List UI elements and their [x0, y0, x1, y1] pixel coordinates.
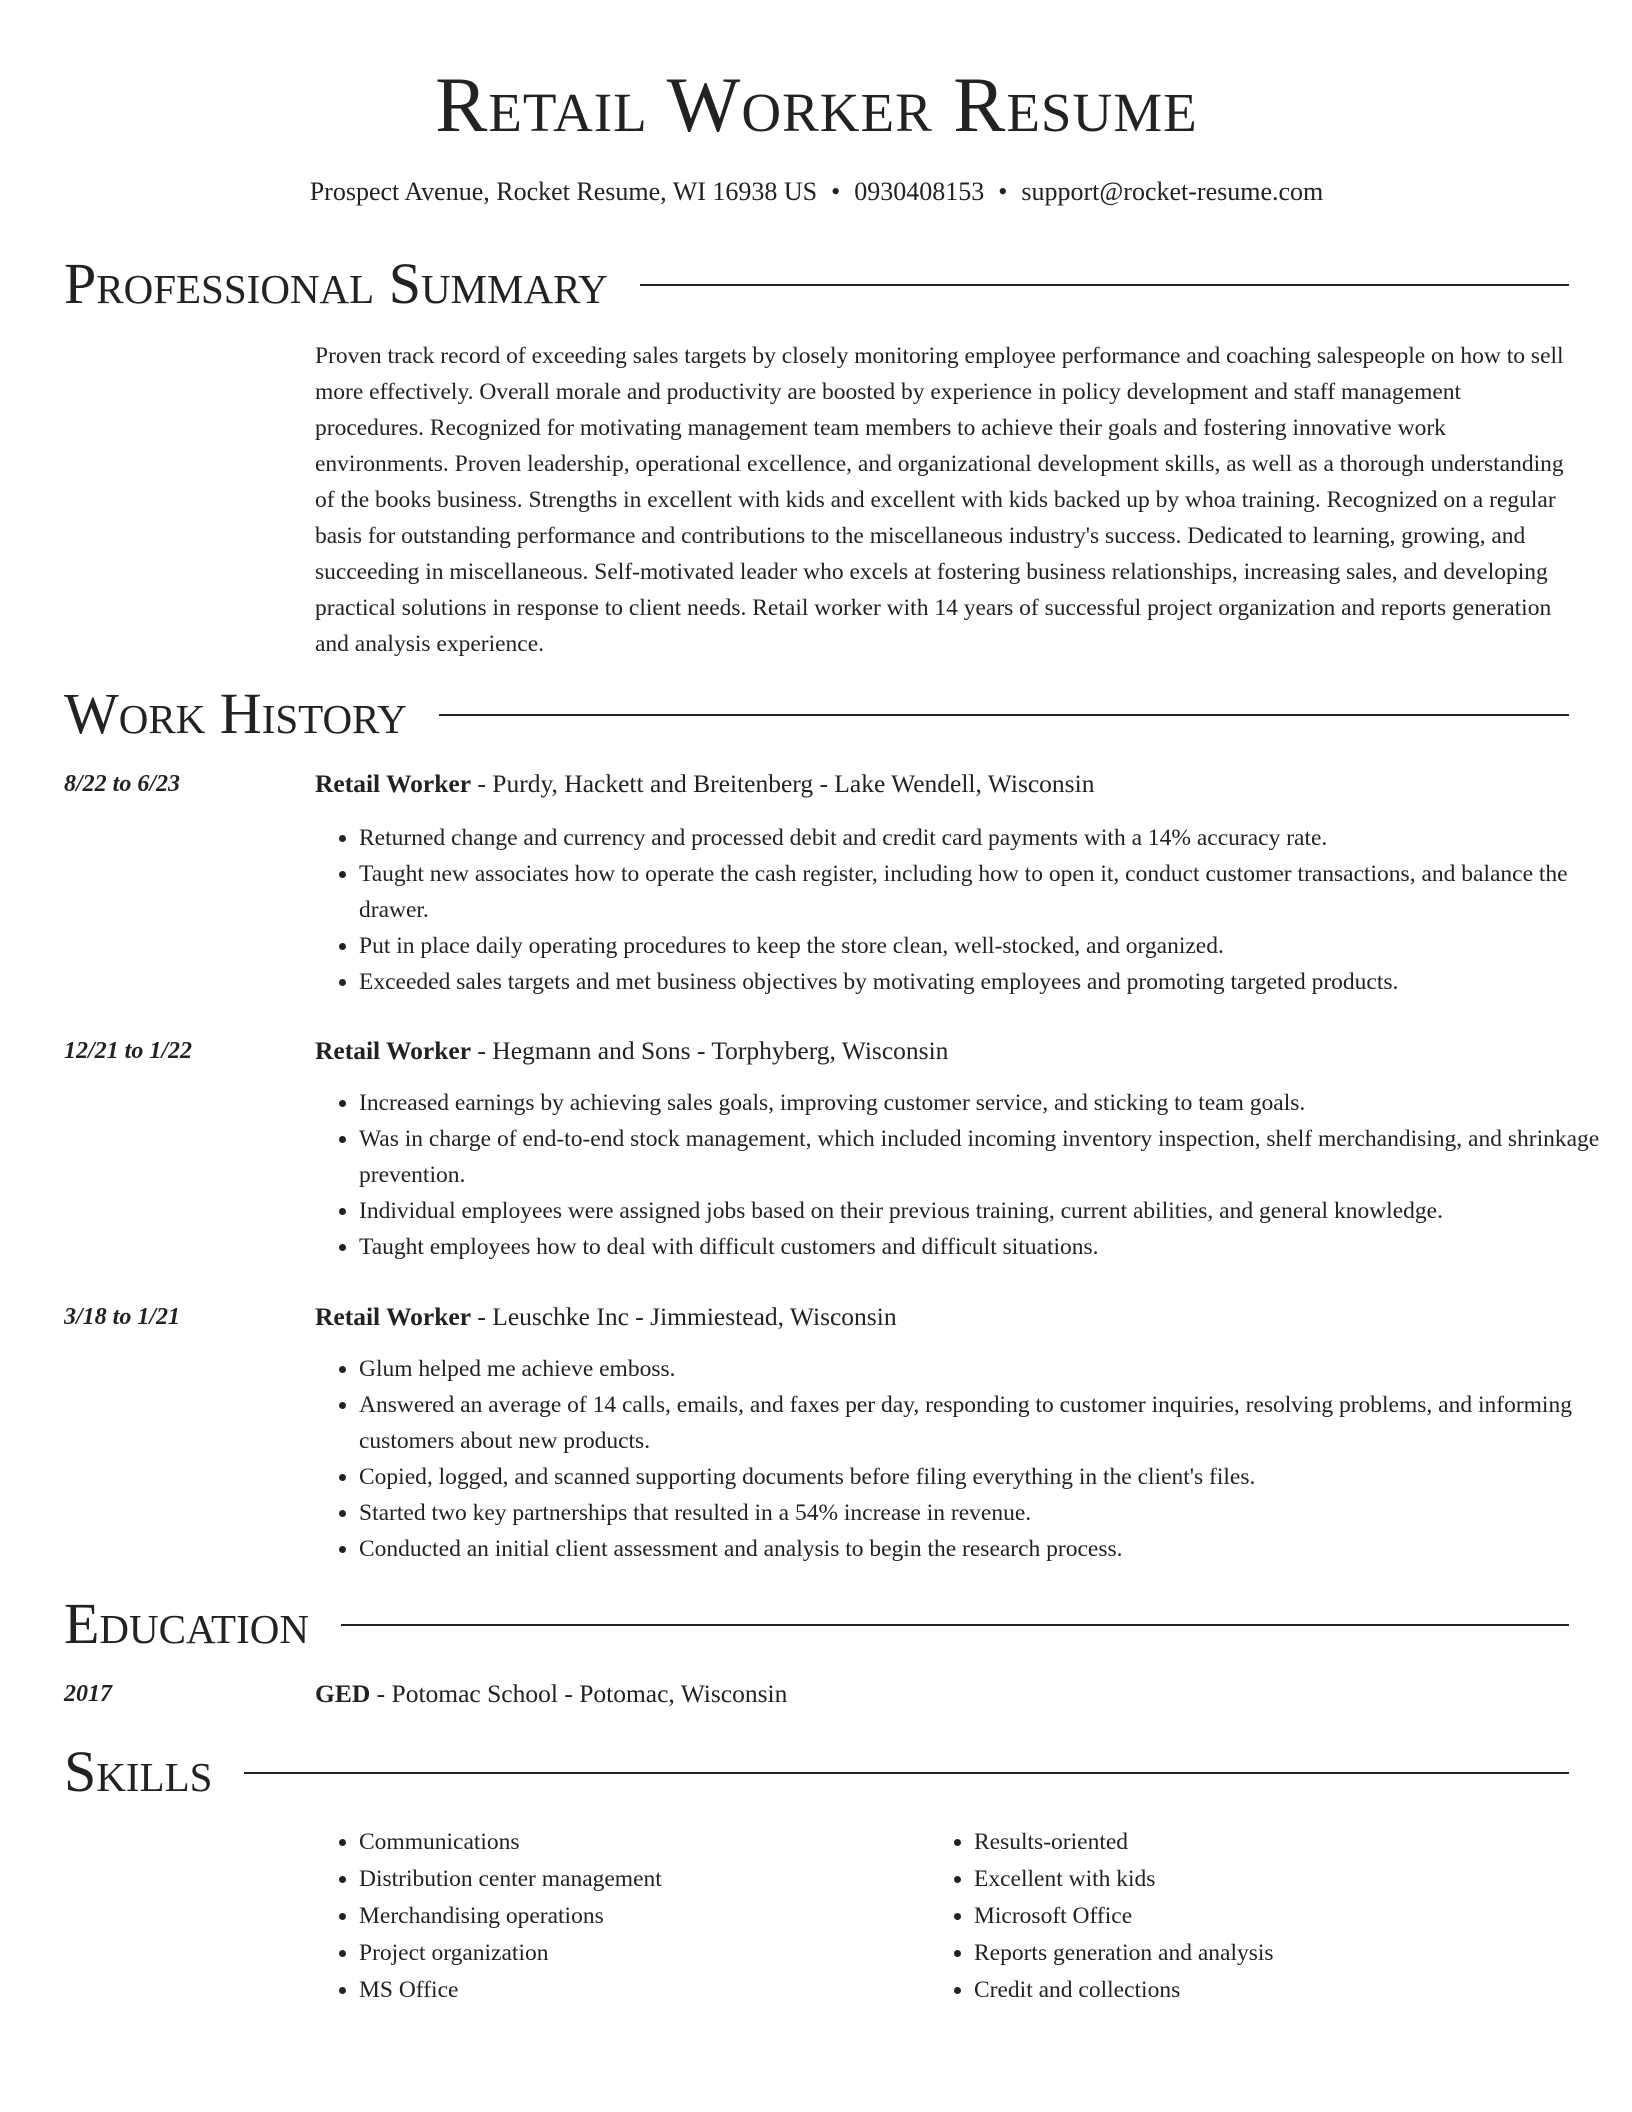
job-bullet: • Conducted an initial client assessment and analysis to begin the research process.: [359, 1531, 1613, 1567]
skills-list-left: [315, 1824, 959, 2009]
education-heading-line: [315, 1676, 1569, 1712]
job-bullets: [315, 1351, 1613, 1567]
contact-line: [64, 174, 1569, 210]
job-dates: 12/21 to 1/22: [64, 1038, 193, 1064]
skills-list-right: [930, 1824, 1574, 2009]
job-employer: - Purdy, Hackett and Breitenberg - Lake Wendell, Wisconsin: [471, 769, 1095, 798]
job-bullet: • Copied, logged, and scanned supporting documents before filing everything in the client's files.: [359, 1459, 1613, 1495]
section-divider: [341, 1624, 1569, 1626]
job-bullet: • Was in charge of end-to-end stock management, which included incoming inventory inspection, shelf merchandising, and shrinkage prevention.: [359, 1121, 1613, 1193]
job-bullet: • Increased earnings by achieving sales goals, improving customer service, and sticking to team goals.: [359, 1085, 1613, 1121]
job-title: Retail Worker: [315, 1302, 472, 1331]
job-bullet: • Exceeded sales targets and met business objectives by motivating employees and promoting targeted products.: [359, 964, 1613, 1000]
job-bullet: • Individual employees were assigned jobs based on their previous training, current abilities, and general knowledge.: [359, 1193, 1613, 1229]
skill-item: • Reports generation and analysis: [974, 1935, 1574, 1972]
skill-item: • Results-oriented: [974, 1824, 1574, 1861]
job-heading: [315, 1033, 1569, 1069]
summary-text: Proven track record of exceeding sales targets by closely monitoring employee performance and coaching salespeople on how to sell more effectively. Overall morale and productivity are boosted by experience in policy development and staff management procedures. Recognized for motivating management team members to achieve their goals and fostering innovative work environments. Proven leadership, operational excellence, and organizational development skills, as well as a thorough understanding of the books business. Strengths in excellent with kids and excellent with kids backed up by whoa training. Recognized on a regular basis for outstanding performance and contributions to the miscellaneous industry's success. Dedicated to learning, growing, and succeeding in miscellaneous. Self-motivated leader who excels at fostering business relationships, increasing sales, and developing practical solutions in response to client needs. Retail worker with 14 years of successful project organization and reports generation and analysis experience.: [315, 343, 1564, 657]
skill-item: • Project organization: [359, 1935, 959, 1972]
job-bullet: • Answered an average of 14 calls, emails, and faxes per day, responding to customer inquiries, resolving problems, and informing customers about new products.: [359, 1387, 1613, 1459]
job-dates: 8/22 to 6/23: [64, 771, 181, 797]
skill-item: • Credit and collections: [974, 1972, 1574, 2009]
work-history-heading: Work History: [64, 681, 407, 746]
work-history-section-header: [64, 682, 1569, 746]
job-bullets: [315, 1085, 1613, 1265]
contact-separator: •: [831, 177, 841, 206]
contact-phone: 0930408153: [854, 177, 985, 206]
job-heading: [315, 766, 1569, 802]
job-bullet: • Taught employees how to deal with difficult customers and difficult situations.: [359, 1229, 1613, 1265]
job-heading: [315, 1299, 1569, 1335]
job-bullet: • Returned change and currency and processed debit and credit card payments with a 14% accuracy rate.: [359, 820, 1613, 856]
skill-item: • Distribution center management: [359, 1861, 959, 1898]
job-employer: - Hegmann and Sons - Torphyberg, Wisconsin: [471, 1036, 949, 1065]
education-year: 2017: [64, 1681, 112, 1707]
contact-separator: •: [998, 177, 1008, 206]
job-employer: - Leuschke Inc - Jimmiestead, Wisconsin: [471, 1302, 897, 1331]
skills-heading: Skills: [64, 1739, 213, 1804]
job-title: Retail Worker: [315, 769, 472, 798]
job-bullets: [315, 820, 1613, 1000]
skill-item: • MS Office: [359, 1972, 959, 2009]
education-degree: GED: [315, 1679, 371, 1708]
contact-email: support@rocket-resume.com: [1021, 177, 1324, 206]
education-school: - Potomac School - Potomac, Wisconsin: [370, 1679, 788, 1708]
section-divider: [439, 714, 1569, 716]
job-bullet: • Taught new associates how to operate the cash register, including how to open it, conduct customer transactions, and balance the drawer.: [359, 856, 1613, 928]
skill-item: • Communications: [359, 1824, 959, 1861]
education-heading: Education: [64, 1591, 309, 1656]
skill-item: • Excellent with kids: [974, 1861, 1574, 1898]
resume-title: Retail Worker Resume: [435, 61, 1198, 148]
job-title: Retail Worker: [315, 1036, 472, 1065]
summary-heading: Professional Summary: [64, 251, 608, 316]
section-divider: [640, 284, 1569, 286]
contact-address: Prospect Avenue, Rocket Resume, WI 16938 US: [309, 177, 818, 206]
skills-section-header: [64, 1740, 1569, 1804]
job-bullet: • Started two key partnerships that resulted in a 54% increase in revenue.: [359, 1495, 1613, 1531]
education-section-header: [64, 1592, 1569, 1656]
job-bullet: • Glum helped me achieve emboss.: [359, 1351, 1613, 1387]
summary-section-header: [64, 252, 1569, 316]
job-bullet: • Put in place daily operating procedures to keep the store clean, well-stocked, and organized.: [359, 928, 1613, 964]
section-divider: [244, 1772, 1569, 1774]
job-dates: 3/18 to 1/21: [64, 1304, 181, 1330]
skill-item: • Microsoft Office: [974, 1898, 1574, 1935]
skill-item: • Merchandising operations: [359, 1898, 959, 1935]
